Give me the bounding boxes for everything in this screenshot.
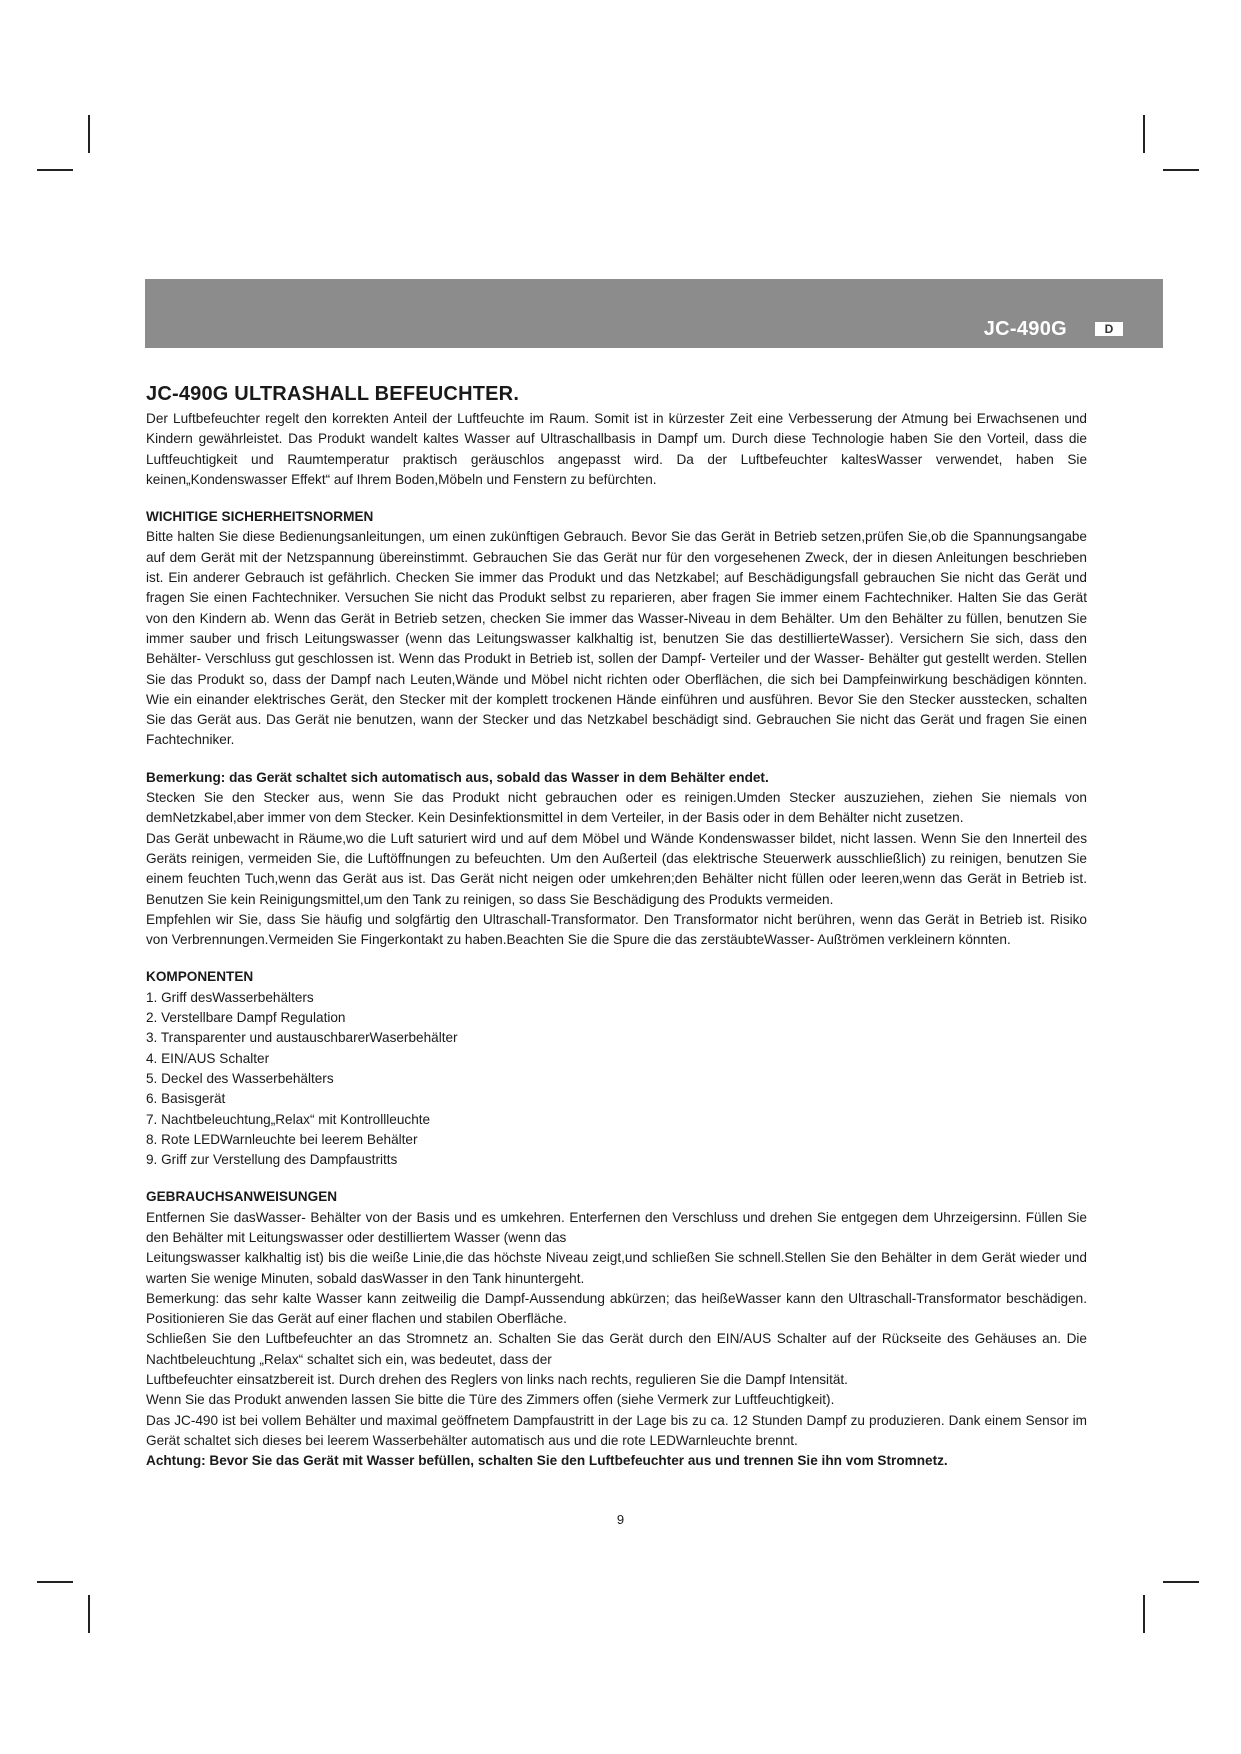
document-body xyxy=(146,383,1087,1472)
remark-paragraph: Stecken Sie den Stecker aus, wenn Sie das Produkt nicht gebrauchen oder es reinigen.Umden Stecker auszuziehen, ziehen Sie niemals von demNetzkabel,aber immer von dem Stecker. Kein Desinfektionsmittel in dem Verteiler, in der Basis oder in dem Behälter nicht zusetzen. xyxy=(146,790,1087,826)
safety-paragraph: Bitte halten Sie diese Bedienungsanleitungen, um einen zukünftigen Gebrauch. Bevor Sie das Gerät in Betrieb setzen,prüfen Sie,ob die Spannungsangabe auf dem Gerät mit der Netzspannung übereinstimmt. Gebrauchen Sie das Gerät nur für den vorgesehenen Zweck, der in diesen Anleitungen beschrieben ist. Ein anderer Gebrauch ist gefährlich. Checken Sie immer das Produkt und das Netzkabel; auf Beschädigungsfall gebrauchen Sie nicht das Gerät und fragen Sie einen Fachtechniker. Versuchen Sie nicht das Produkt selbst zu reparieren, aber fragen Sie immer einem Fachtechniker. Halten Sie das Gerät von den Kindern ab. Wenn das Gerät in Betrieb setzen, checken Sie immer das Wasser-Niveau in dem Behälter. Um den Behälter zu füllen, benutzen Sie immer sauber und frisch Leitungswasser (wenn das Leitungswasser kalkhaltig ist, benutzen Sie das destillierteWasser). Versichern Sie sich, dass den Behälter- Verschluss gut geschlossen ist. Wenn das Produkt in Betrieb ist, sollen der Dampf- Verteiler und der Wasser- Behälter gut gestellt werden. Stellen Sie das Produkt so, dass der Dampf nach Leuten,Wände und Möbel nicht richten oder Oberflächen, die sich bei Dampfeinwirkung beschädigen könnten. Wie ein einander elektrisches Gerät, den Stecker mit der komplett trockenen Hände einführen und ausführen. Bevor Sie den Stecker ausstecken, schalten Sie das Gerät aus. Das Gerät nie benutzen, wann der Stecker und das Netzkabel beschädigt sind. Gebrauchen Sie nicht das Gerät und fragen Sie einen Fachtechniker. xyxy=(146,529,1087,748)
crop-mark-top-left-h xyxy=(37,169,73,171)
usage-paragraph: Entfernen Sie dasWasser- Behälter von der Basis und es umkehren. Enterfernen den Verschluss und drehen Sie entgegen dem Uhrzeigersinn. Füllen Sie den Behälter mit Leitungswasser oder destilliertem Wasser (wenn das xyxy=(146,1209,1087,1245)
list-item: 4. EIN/AUS Schalter xyxy=(146,1050,270,1066)
usage-paragraph: Wenn Sie das Produkt anwenden lassen Sie bitte die Türe des Zimmers offen (siehe Vermerk zur Luftfeuchtigkeit). xyxy=(146,1392,835,1408)
components-heading: KOMPONENTEN xyxy=(146,969,254,985)
list-item: 2. Verstellbare Dampf Regulation xyxy=(146,1010,346,1026)
list-item: 9. Griff zur Verstellung des Dampfaustritts xyxy=(146,1152,398,1168)
list-item: 5. Deckel des Wasserbehälters xyxy=(146,1070,334,1086)
usage-paragraph: Das JC-490 ist bei vollem Behälter und maximal geöffnetem Dampfaustritt in der Lage bis zu ca. 12 Stunden Dampf zu produzieren. Dank einem Sensor im Gerät schaltet sich dieses bei leerem Wasserbehälter automatisch aus und die rote LEDWarnleuchte brennt. xyxy=(146,1412,1087,1448)
components-list xyxy=(146,988,1087,1171)
remark-paragraph: Das Gerät unbewacht in Räume,wo die Luft saturiert wird und auf dem Möbel und Wände Kondenswasser bildet, nicht lassen. Wenn Sie den Innerteil des Geräts reinigen, vermeiden Sie, die Luftöffnungen zu befeuchten. Um den Außerteil (das elektrische Steuerwerk ausschließlich) zu reinigen, benutzen Sie einem feuchten Tuch,wenn das Gerät aus ist. Das Gerät nicht neigen oder umkehren;den Behälter nicht füllen oder leeren,wenn das Gerät in Betrieb ist. Benutzen Sie kein Reinigungsmittel,um den Tank zu reinigen, so dass Sie Beschädigung des Produkts vermeiden. xyxy=(146,830,1087,907)
crop-mark-top-right-v xyxy=(1143,115,1145,153)
language-badge: D xyxy=(1095,322,1123,336)
list-item: 3. Transparenter und austauschbarerWaserbehälter xyxy=(146,1030,458,1046)
crop-mark-top-right-h xyxy=(1163,169,1199,171)
list-item: 1. Griff desWasserbehälters xyxy=(146,989,314,1005)
usage-heading: GEBRAUCHSANWEISUNGEN xyxy=(146,1189,338,1205)
list-item: 6. Basisgerät xyxy=(146,1091,226,1107)
usage-warning: Achtung: Bevor Sie das Gerät mit Wasser befüllen, schalten Sie den Luftbefeuchter aus und trennen Sie ihn vom Stromnetz. xyxy=(146,1453,948,1469)
header-band xyxy=(145,279,1163,348)
intro-paragraph: Der Luftbefeuchter regelt den korrekten Anteil der Luftfeuchte im Raum. Somit ist in kürzester Zeit eine Verbesserung der Atmung bei Erwachsenen und Kindern gewährleistet. Das Produkt wandelt kaltes Wasser auf Ultraschallbasis in Dampf um. Durch diese Technologie haben Sie den Vorteil, dass die Luftfeuchtigkeit und Raumtemperatur praktisch geräuschlos angepasst wird. Da der Luftbefeuchter kaltesWasser verwendet, haben Sie keinen„Kondenswasser Effekt“ auf Ihrem Boden,Möbeln und Fenstern zu befürchten. xyxy=(146,411,1087,487)
crop-mark-bottom-left-v xyxy=(88,1595,90,1633)
usage-paragraph: Schließen Sie den Luftbefeuchter an das Stromnetz an. Schalten Sie das Gerät durch den EIN/AUS Schalter auf der Rückseite des Gehäuses an. Die Nachtbeleuchtung „Relax“ schaltet sich ein, was bedeutet, dass der xyxy=(146,1331,1087,1367)
model-code: JC-490G xyxy=(983,318,1067,340)
usage-paragraph: Leitungswasser kalkhaltig ist) bis die weiße Linie,die das höchste Niveau zeigt,und schließen Sie schnell.Stellen Sie den Behälter in dem Gerät wieder und warten Sie wenige Minuten, sobald dasWasser in den Tank hinuntergeht. xyxy=(146,1250,1087,1286)
list-item: 7. Nachtbeleuchtung„Relax“ mit Kontrollleuchte xyxy=(146,1111,431,1127)
page-number: 9 xyxy=(616,1512,625,1527)
usage-paragraph: Luftbefeuchter einsatzbereit ist. Durch drehen des Reglers von links nach rechts, regulieren Sie die Dampf Intensität. xyxy=(146,1372,848,1388)
document-title: JC-490G ULTRASHALL BEFEUCHTER. xyxy=(146,383,520,405)
remark-bold-line: Bemerkung: das Gerät schaltet sich automatisch aus, sobald das Wasser in dem Behälter endet. xyxy=(146,769,769,785)
safety-heading: WICHITIGE SICHERHEITSNORMEN xyxy=(146,509,374,525)
crop-mark-bottom-right-v xyxy=(1143,1595,1145,1633)
list-item: 8. Rote LEDWarnleuchte bei leerem Behälter xyxy=(146,1131,418,1147)
crop-mark-bottom-left-h xyxy=(37,1581,73,1583)
crop-mark-bottom-right-h xyxy=(1163,1581,1199,1583)
crop-mark-top-left-v xyxy=(88,115,90,153)
usage-paragraph: Bemerkung: das sehr kalte Wasser kann zeitweilig die Dampf-Aussendung abkürzen; das heißeWasser kann den Ultraschall-Transformator beschädigen. Positionieren Sie das Gerät auf einer flachen und stabilen Oberfläche. xyxy=(146,1290,1087,1327)
remark-paragraph: Empfehlen wir Sie, dass Sie häufig und solgfärtig den Ultraschall-Transformator. Den Transformator nicht berühren, wenn das Gerät in Betrieb ist. Risiko von Verbrennungen.Vermeiden Sie Fingerkontakt zu haben.Beachten Sie die Spure die das zerstäubteWasser- Außtrömen verkleinern könnten. xyxy=(146,911,1087,948)
